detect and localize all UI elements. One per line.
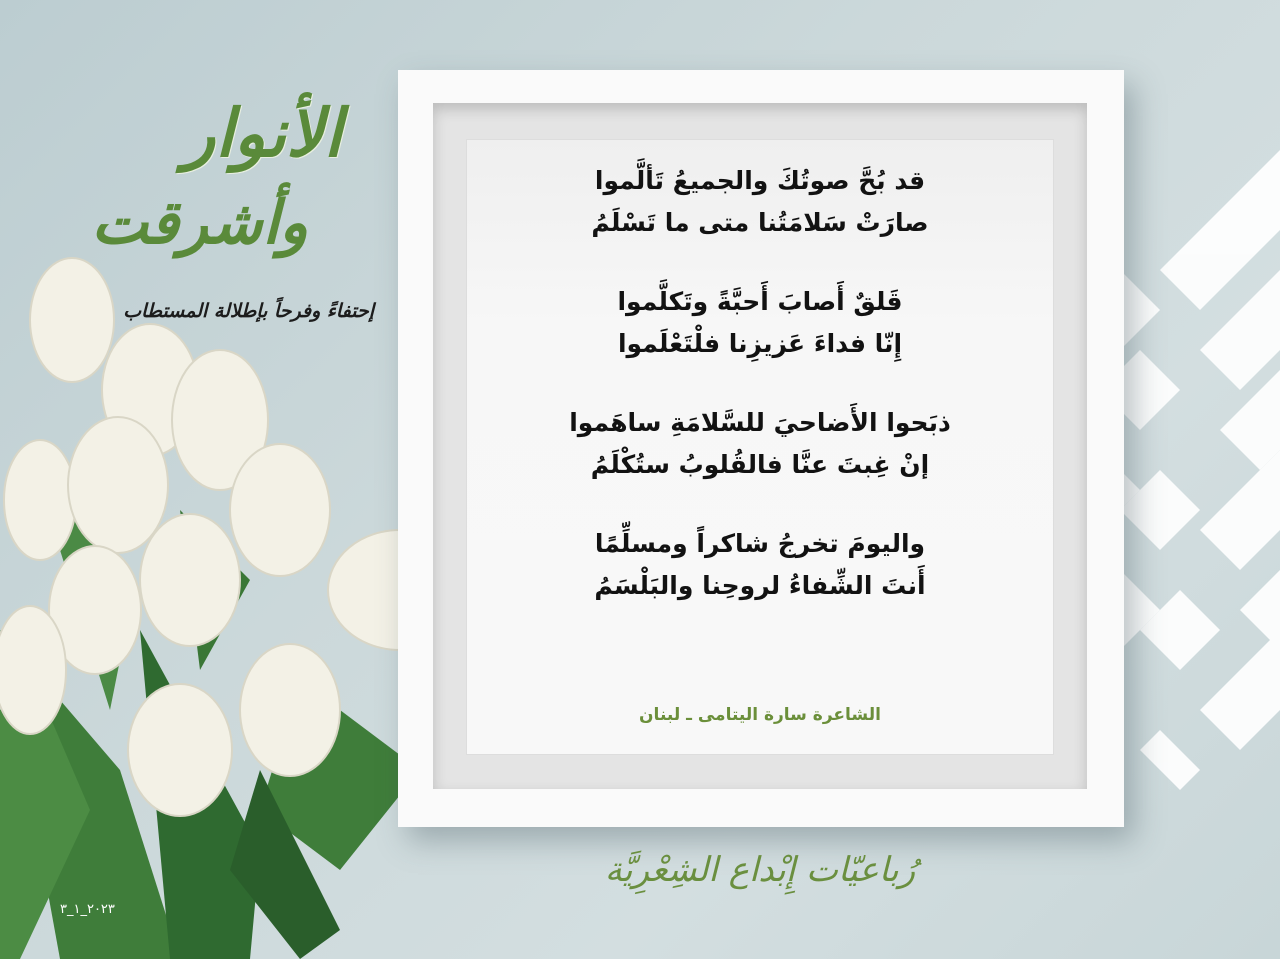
header-line2: وأشرقت: [91, 188, 308, 258]
header-calligraphy: [91, 90, 380, 322]
date-stamp: ٢٠٢٣_١_٣: [60, 902, 115, 917]
poet-credit: الشاعرة سارة اليتامى ـ لبنان: [639, 705, 881, 725]
stanza: [467, 523, 1053, 607]
footer-title: رُباعيّات إِبْداع الشِعْرِيَّة: [604, 850, 916, 890]
poem-line: ذبَحوا الأَضاحيَ للسَّلامَةِ ساهَموا: [569, 408, 951, 437]
stanza: [467, 160, 1053, 244]
header-subtitle: إحتفاءً وفرحاً بإطلالة المستطاب: [123, 300, 374, 322]
poem-line: قد بُحَّ صوتُكَ والجميعُ تَألَّموا: [594, 166, 926, 195]
stanza: [467, 281, 1053, 365]
geometric-pattern: [1100, 150, 1280, 790]
poem-line: إِنّا فداءَ عَزيزِنا فلْتَعْلَموا: [617, 329, 903, 358]
poem-line: أَنتَ الشِّفاءُ لروحِنا والبَلْسَمُ: [594, 571, 926, 600]
header-line1: الأنوار: [183, 94, 342, 172]
poem-line: واليومَ تخرجُ شاكراً ومسلِّمًا: [594, 529, 926, 558]
stanza: [467, 402, 1053, 486]
poem-line: إنْ غِبتَ عنَّا فالقُلوبُ ستُكْلَمُ: [590, 450, 930, 479]
poem: [467, 160, 1053, 644]
poem-line: قَلقٌ أَصابَ أَحبَّةً وتَكلَّموا: [617, 287, 903, 316]
poem-line: صارَتْ سَلامَتُنا متى ما تَسْلَمُ: [591, 208, 929, 237]
